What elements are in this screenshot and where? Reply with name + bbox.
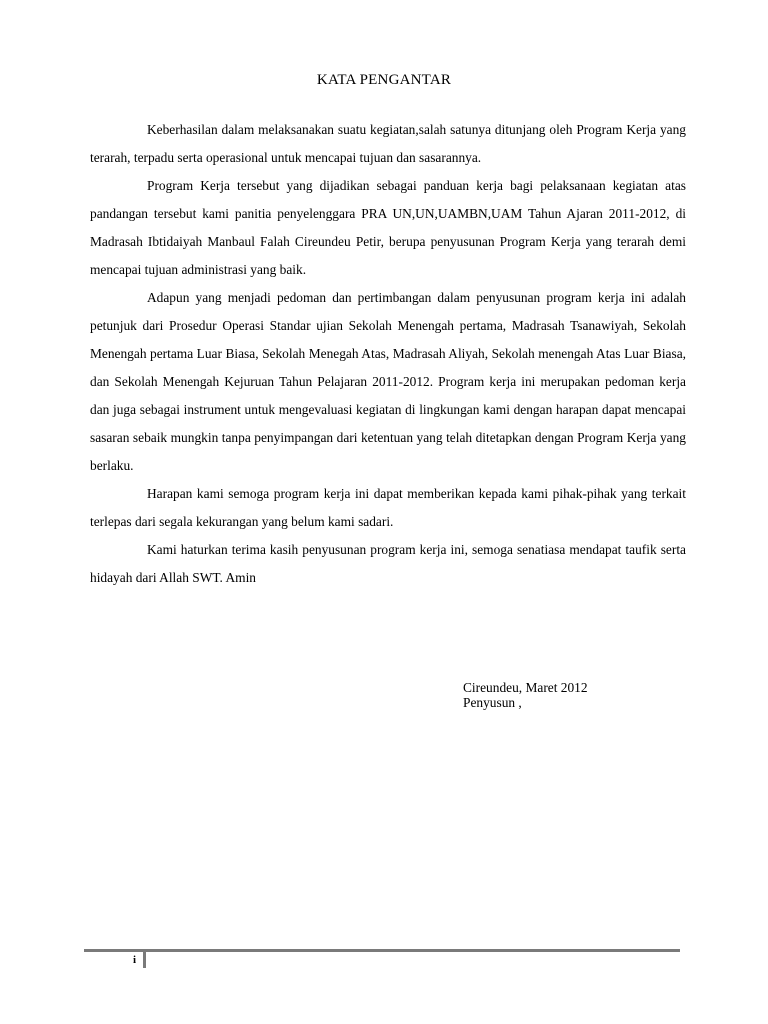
- paragraph-intro: Keberhasilan dalam melaksanakan suatu kegiatan,salah satunya ditunjang oleh Program Kerja yang terarah, terpadu serta operasional untuk mencapai tujuan dan sasarannya.: [90, 122, 686, 165]
- signature-author: Penyusun ,: [463, 695, 522, 710]
- page-title: KATA PENGANTAR: [316, 72, 452, 88]
- paragraph-pedoman: Adapun yang menjadi pedoman dan pertimbangan dalam penyusunan program kerja ini adalah petunjuk dari Prosedur Operasi Standar ujian Sekolah Menengah pertama, Madrasah Tsanawiyah, Sekolah Menengah pertama Luar Biasa, Sekolah Menegah Atas, Madrasah Aliyah, Sekolah menengah Atas Luar Biasa, dan Sekolah Menengah Kejuruan Tahun Pelajaran 2011-2012. Program kerja ini merupakan pedoman kerja dan juga sebagai instrument untuk mengevaluasi kegiatan di lingkungan kami dengan harapan dapat mencapai sasaran sebaik mungkin tanpa penyimpangan dari ketentuan yang telah ditetapkan dengan Program Kerja yang berlaku.: [90, 290, 686, 473]
- paragraph-harapan: Harapan kami semoga program kerja ini dapat memberikan kepada kami pihak-pihak yang terkait terlepas dari segala kekurangan yang belum kami sadari.: [90, 486, 686, 529]
- paragraph-program-kerja: Program Kerja tersebut yang dijadikan sebagai panduan kerja bagi pelaksanaan kegiatan atas pandangan tersebut kami panitia penyelenggara PRA UN,UN,UAMBN,UAM Tahun Ajaran 2011-2012, di Madrasah Ibtidaiyah Manbaul Falah Cireundeu Petir, berupa penyusunan Program Kerja yang terarah demi mencapai tujuan administrasi yang baik.: [90, 178, 686, 277]
- page-number: i: [133, 954, 137, 966]
- body-text: [90, 116, 686, 592]
- footer-rule: [84, 949, 680, 952]
- paragraph-terima-kasih: Kami haturkan terima kasih penyusunan program kerja ini, semoga senatiasa mendapat taufik serta hidayah dari Allah SWT. Amin: [90, 542, 686, 585]
- footer-divider-tick: [143, 952, 146, 968]
- signature-block: [463, 680, 588, 710]
- signature-place-date: Cireundeu, Maret 2012: [463, 680, 588, 695]
